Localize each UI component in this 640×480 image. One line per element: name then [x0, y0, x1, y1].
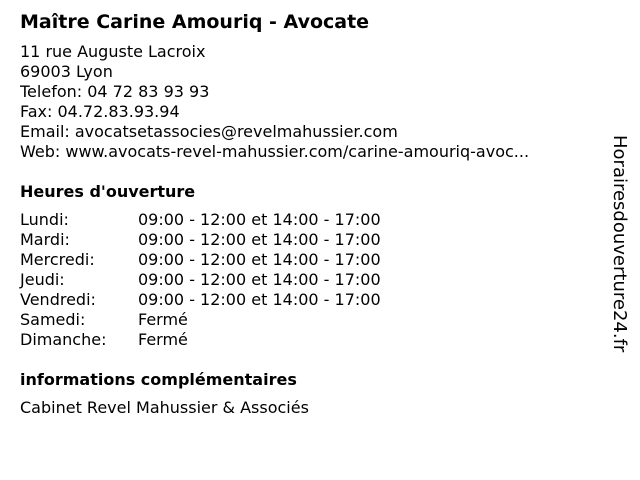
hours-time: Fermé [138, 310, 188, 329]
hours-time: 09:00 - 12:00 et 14:00 - 17:00 [138, 210, 381, 229]
hours-time: Fermé [138, 330, 188, 349]
hours-time: 09:00 - 12:00 et 14:00 - 17:00 [138, 290, 381, 309]
watermark-text: Horairesdouverture24.fr [609, 135, 630, 353]
website-url: Web: www.avocats-revel-mahussier.com/carine-amouriq-avoc... [20, 142, 530, 161]
hours-row-saturday [20, 310, 600, 330]
additional-info-text: Cabinet Revel Mahussier & Associés [20, 398, 309, 417]
hours-row-thursday [20, 270, 600, 290]
hours-time: 09:00 - 12:00 et 14:00 - 17:00 [138, 270, 381, 289]
hours-row-tuesday [20, 230, 600, 250]
page-title: Maître Carine Amouriq - Avocate [20, 11, 370, 33]
hours-day: Vendredi: [20, 290, 96, 309]
hours-day: Mardi: [20, 230, 70, 249]
hours-day: Samedi: [20, 310, 86, 329]
hours-row-friday [20, 290, 600, 310]
phone-number: Telefon: 04 72 83 93 93 [20, 82, 210, 101]
address-street: 11 rue Auguste Lacroix [20, 42, 206, 61]
address-city: 69003 Lyon [20, 62, 113, 81]
hours-day: Mercredi: [20, 250, 95, 269]
opening-hours-table [20, 210, 600, 350]
additional-info-heading: informations complémentaires [20, 370, 297, 389]
hours-row-wednesday [20, 250, 600, 270]
hours-time: 09:00 - 12:00 et 14:00 - 17:00 [138, 250, 381, 269]
hours-row-sunday [20, 330, 600, 350]
watermark [598, 135, 640, 375]
hours-day: Jeudi: [20, 270, 65, 289]
hours-row-monday [20, 210, 600, 230]
hours-time: 09:00 - 12:00 et 14:00 - 17:00 [138, 230, 381, 249]
fax-number: Fax: 04.72.83.93.94 [20, 102, 180, 121]
opening-hours-heading: Heures d'ouverture [20, 182, 196, 201]
hours-day: Dimanche: [20, 330, 107, 349]
email-address: Email: avocatsetassocies@revelmahussier.com [20, 122, 398, 141]
hours-day: Lundi: [20, 210, 69, 229]
business-card [20, 10, 600, 418]
